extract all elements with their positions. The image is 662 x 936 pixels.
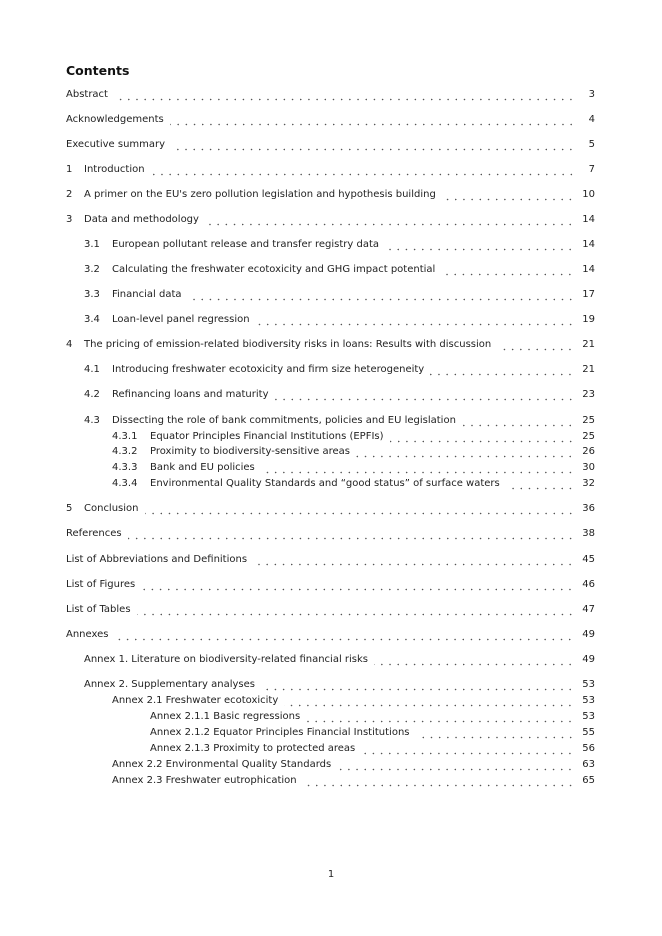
toc-entry[interactable] xyxy=(66,113,595,127)
dot-leader xyxy=(356,445,574,459)
dot-leader xyxy=(151,163,575,177)
toc-entry[interactable] xyxy=(66,88,595,102)
page-number: 1 xyxy=(327,869,335,880)
toc-entry-page[interactable]: 38 xyxy=(582,528,595,539)
toc-entry-number: 2 xyxy=(66,189,73,200)
contents-heading: Contents xyxy=(66,63,130,78)
dot-leader xyxy=(462,414,574,428)
toc-entry-title[interactable]: Introduction xyxy=(84,164,145,175)
toc-entry-title[interactable]: Executive summary xyxy=(66,139,166,150)
dot-leader xyxy=(284,694,574,708)
dot-leader xyxy=(385,238,574,252)
dot-leader xyxy=(374,653,574,667)
dot-leader xyxy=(256,313,575,327)
toc-entry-number: 3.1 xyxy=(84,239,100,250)
dot-leader xyxy=(114,88,575,102)
toc-entry[interactable] xyxy=(66,603,595,617)
toc-entry[interactable] xyxy=(66,163,595,177)
toc-entry-number: 5 xyxy=(66,503,73,514)
toc-entry[interactable] xyxy=(66,527,595,541)
toc-entry-title[interactable]: Annex 2.2 Environmental Quality Standards xyxy=(112,759,332,770)
dot-leader xyxy=(253,553,574,567)
toc-entry-title[interactable]: Dissecting the role of bank commitments, policies and EU legislation xyxy=(112,415,456,426)
toc-entry-title[interactable]: Annexes xyxy=(66,629,109,640)
toc-entry-page[interactable]: 65 xyxy=(582,775,595,786)
dot-leader xyxy=(128,527,575,541)
dot-leader xyxy=(114,628,574,642)
toc-entry-page[interactable]: 4 xyxy=(588,114,595,125)
dot-leader xyxy=(170,113,575,127)
toc-entry-page[interactable]: 14 xyxy=(582,214,595,225)
toc-entry-number: 4.3.4 xyxy=(112,478,138,489)
toc-entry-title[interactable]: Annex 2.1.1 Basic regressions xyxy=(150,711,301,722)
toc-entry[interactable] xyxy=(84,388,595,402)
toc-entry-title[interactable]: Proximity to biodiversity-sensitive areas xyxy=(150,446,350,457)
toc-entry-page[interactable]: 47 xyxy=(582,604,595,615)
toc-entry-number: 3.4 xyxy=(84,314,100,325)
toc-entry[interactable] xyxy=(66,578,595,592)
dot-leader xyxy=(261,678,574,692)
dot-leader xyxy=(205,213,574,227)
toc-entry-title[interactable]: A primer on the EU's zero pollution legislation and hypothesis building xyxy=(84,189,436,200)
toc-entry[interactable] xyxy=(66,628,595,642)
toc-entry[interactable] xyxy=(84,363,595,377)
toc-entry-page[interactable]: 10 xyxy=(582,189,595,200)
toc-entry-title[interactable]: Equator Principles Financial Institutions (EPFIs) xyxy=(150,431,384,442)
toc-entry-title[interactable]: Refinancing loans and maturity xyxy=(112,389,269,400)
toc-entry-number: 4.2 xyxy=(84,389,100,400)
toc-entry-title[interactable]: Annex 2.1.2 Equator Principles Financial Institutions xyxy=(150,727,410,738)
dot-leader xyxy=(141,578,574,592)
toc-entry-number: 3.3 xyxy=(84,289,100,300)
toc-entry-page[interactable]: 19 xyxy=(582,314,595,325)
toc-entry[interactable] xyxy=(112,430,595,444)
toc-entry-title[interactable]: Annex 2.3 Freshwater eutrophication xyxy=(112,775,297,786)
toc-entry[interactable] xyxy=(112,477,595,491)
toc-entry[interactable] xyxy=(84,653,595,667)
toc-entry-title[interactable]: Introducing freshwater ecotoxicity and firm size heterogeneity xyxy=(112,364,425,375)
toc-entry-page[interactable]: 63 xyxy=(582,759,595,770)
toc-entry-number: 3.2 xyxy=(84,264,100,275)
toc-entry-title[interactable]: Annex 2.1 Freshwater ecotoxicity xyxy=(112,695,279,706)
toc-entry-title[interactable]: Environmental Quality Standards and “good status” of surface waters xyxy=(150,478,500,489)
toc-entry-page[interactable]: 36 xyxy=(582,503,595,514)
dot-leader xyxy=(430,363,574,377)
toc-entry-title[interactable]: Data and methodology xyxy=(84,214,199,225)
toc-entry-page[interactable]: 53 xyxy=(582,695,595,706)
dot-leader xyxy=(497,338,574,352)
toc-entry-title[interactable]: Annex 2. Supplementary analyses xyxy=(84,679,255,690)
toc-entry[interactable] xyxy=(84,288,595,302)
dot-leader xyxy=(442,188,574,202)
toc-entry-page[interactable]: 56 xyxy=(582,743,595,754)
toc-entry[interactable] xyxy=(66,338,595,352)
toc-entry[interactable] xyxy=(84,263,595,277)
dot-leader xyxy=(416,726,575,740)
dot-leader xyxy=(441,263,574,277)
toc-entry-number: 4.1 xyxy=(84,364,100,375)
toc-entry[interactable] xyxy=(84,678,595,692)
toc-entry-title[interactable]: Bank and EU policies xyxy=(150,462,255,473)
toc-entry-page[interactable]: 26 xyxy=(582,446,595,457)
toc-entry-page[interactable]: 5 xyxy=(588,139,595,150)
toc-entry-title[interactable]: References xyxy=(66,528,122,539)
toc-entry-page[interactable]: 14 xyxy=(582,239,595,250)
toc-entry-title[interactable]: Calculating the freshwater ecotoxicity and GHG impact potential xyxy=(112,264,436,275)
toc-entry-title[interactable]: List of Tables xyxy=(66,604,131,615)
toc-entry[interactable] xyxy=(112,694,595,708)
dot-leader xyxy=(275,388,575,402)
toc-entry[interactable] xyxy=(84,238,595,252)
toc-entry-title[interactable]: Conclusion xyxy=(84,503,139,514)
toc-entry-title[interactable]: The pricing of emission-related biodiversity risks in loans: Results with discussion xyxy=(84,339,492,350)
toc-entry-page[interactable]: 55 xyxy=(582,727,595,738)
dot-leader xyxy=(137,603,575,617)
toc-entry-page[interactable]: 17 xyxy=(582,289,595,300)
toc-entry-number: 4.3.1 xyxy=(112,431,138,442)
toc-entry-number: 4.3.2 xyxy=(112,446,138,457)
dot-leader xyxy=(171,138,575,152)
toc-entry-page[interactable]: 14 xyxy=(582,264,595,275)
dot-leader xyxy=(145,502,575,516)
dot-leader xyxy=(337,758,574,772)
toc-entry-number: 1 xyxy=(66,164,73,175)
toc-entry-title[interactable]: Annex 1. Literature on biodiversity-related financial risks xyxy=(84,654,369,665)
toc-entry[interactable] xyxy=(66,188,595,202)
dot-leader xyxy=(390,430,575,444)
toc-entry-number: 4.3.3 xyxy=(112,462,138,473)
toc-entry-title[interactable]: Abstract xyxy=(66,89,108,100)
dot-leader xyxy=(361,742,574,756)
toc-entry-page[interactable]: 21 xyxy=(582,364,595,375)
toc-entry[interactable] xyxy=(84,313,595,327)
toc-entry-number: 4 xyxy=(66,339,73,350)
toc-entry-number: 3 xyxy=(66,214,73,225)
dot-leader xyxy=(188,288,575,302)
toc-entry-page[interactable]: 32 xyxy=(582,478,595,489)
toc-entry-title[interactable]: Acknowledgements xyxy=(66,114,164,125)
toc-entry[interactable] xyxy=(66,138,595,152)
dot-leader xyxy=(261,461,575,475)
toc-entry-page[interactable]: 7 xyxy=(588,164,595,175)
dot-leader xyxy=(306,710,574,724)
toc-entry[interactable] xyxy=(66,502,595,516)
toc-entry-page[interactable]: 25 xyxy=(582,431,595,442)
toc-entry-page[interactable]: 3 xyxy=(588,89,595,100)
toc-entry[interactable] xyxy=(112,445,595,459)
toc-entry-page[interactable]: 45 xyxy=(582,554,595,565)
toc-entry-page[interactable]: 25 xyxy=(582,415,595,426)
toc-entry[interactable] xyxy=(112,774,595,788)
dot-leader xyxy=(303,774,575,788)
toc-entry-page[interactable]: 53 xyxy=(582,711,595,722)
toc-entry[interactable] xyxy=(150,710,595,724)
toc-entry-number: 4.3 xyxy=(84,415,100,426)
toc-entry-title[interactable]: European pollutant release and transfer registry data xyxy=(112,239,379,250)
toc-entry-page[interactable]: 53 xyxy=(582,679,595,690)
toc-entry[interactable] xyxy=(66,213,595,227)
toc-entry-page[interactable]: 23 xyxy=(582,389,595,400)
dot-leader xyxy=(506,477,575,491)
toc-entry-page[interactable]: 46 xyxy=(582,579,595,590)
toc-entry-page[interactable]: 30 xyxy=(582,462,595,473)
toc-entry-title[interactable]: List of Abbreviations and Definitions xyxy=(66,554,248,565)
toc-entry-title[interactable]: Financial data xyxy=(112,289,182,300)
toc-entry[interactable] xyxy=(150,742,595,756)
toc-entry[interactable] xyxy=(112,461,595,475)
toc-entry-title[interactable]: Loan-level panel regression xyxy=(112,314,250,325)
toc-entry[interactable] xyxy=(84,414,595,428)
toc-entry-title[interactable]: Annex 2.1.3 Proximity to protected areas xyxy=(150,743,356,754)
toc-entry-title[interactable]: List of Figures xyxy=(66,579,136,590)
toc-entry-page[interactable]: 49 xyxy=(582,629,595,640)
toc-entry-page[interactable]: 21 xyxy=(582,339,595,350)
toc-entry-page[interactable]: 49 xyxy=(582,654,595,665)
toc-entry[interactable] xyxy=(112,758,595,772)
toc-entry[interactable] xyxy=(150,726,595,740)
toc-entry[interactable] xyxy=(66,553,595,567)
